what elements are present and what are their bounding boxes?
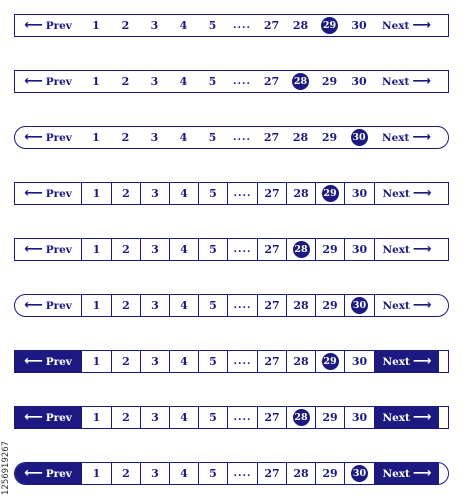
page-button-29[interactable]: 29: [315, 463, 344, 484]
prev-label: Prev: [45, 411, 72, 424]
pagination-bar: [14, 238, 449, 261]
page-button-28[interactable]: 28: [286, 295, 315, 316]
arrow-right-icon: ⟶: [412, 74, 432, 89]
page-button-2[interactable]: 2: [111, 463, 140, 484]
stock-id-watermark: 1256919267: [1, 440, 11, 495]
page-button-4[interactable]: 4: [169, 183, 198, 204]
page-button-27[interactable]: 27: [257, 463, 286, 484]
page-ellipsis: ....: [227, 239, 257, 260]
page-button-3[interactable]: 3: [150, 75, 159, 88]
arrow-right-icon: ⟶: [412, 298, 432, 313]
page-button-28[interactable]: 28: [292, 131, 309, 144]
page-button-30[interactable]: 30: [351, 75, 367, 88]
page-ellipsis: ....: [227, 463, 257, 484]
page-button-1[interactable]: 1: [81, 463, 111, 484]
next-button[interactable]: [374, 127, 439, 148]
page-button-4[interactable]: 4: [169, 351, 198, 372]
page-button-3[interactable]: 3: [150, 131, 159, 144]
current-page-indicator: 28: [292, 73, 309, 90]
page-button-1[interactable]: 1: [92, 19, 100, 32]
current-page-indicator: 29: [322, 353, 339, 370]
current-page-indicator: 28: [293, 409, 310, 426]
page-ellipsis: ....: [233, 132, 251, 143]
next-label: Next: [381, 19, 410, 32]
next-button[interactable]: [374, 351, 439, 372]
prev-label: Prev: [45, 243, 72, 256]
page-button-30[interactable]: 30: [351, 19, 367, 32]
next-label: Next: [382, 411, 410, 424]
page-button-29[interactable]: [315, 351, 344, 372]
page-button-5[interactable]: 5: [198, 463, 227, 484]
page-button-27[interactable]: 27: [257, 407, 286, 428]
page-button-1[interactable]: 1: [81, 239, 111, 260]
prev-button[interactable]: [15, 15, 81, 36]
page-button-29[interactable]: 29: [315, 407, 344, 428]
arrow-right-icon: ⟶: [412, 242, 432, 257]
page-button-4[interactable]: 4: [179, 75, 188, 88]
page-button-27[interactable]: 27: [257, 239, 286, 260]
arrow-left-icon: ⟵: [24, 74, 43, 89]
page-button-1[interactable]: 1: [81, 407, 111, 428]
page-button-27[interactable]: 27: [257, 183, 286, 204]
page-ellipsis: ....: [227, 295, 257, 316]
page-button-5[interactable]: 5: [198, 407, 227, 428]
page-button-30[interactable]: 30: [344, 239, 374, 260]
pagination-bar: [14, 294, 449, 317]
page-button-4[interactable]: 4: [169, 295, 198, 316]
arrow-left-icon: ⟵: [24, 466, 43, 481]
next-label: Next: [382, 243, 410, 256]
prev-button[interactable]: [15, 295, 81, 316]
arrow-left-icon: ⟵: [24, 298, 43, 313]
page-button-3[interactable]: 3: [150, 19, 159, 32]
arrow-left-icon: ⟵: [24, 410, 43, 425]
arrow-right-icon: ⟶: [412, 354, 432, 369]
page-button-2[interactable]: 2: [121, 131, 130, 144]
page-button-27[interactable]: 27: [257, 295, 286, 316]
page-button-1[interactable]: 1: [81, 295, 111, 316]
prev-label: Prev: [45, 131, 72, 144]
pagination-bar: [14, 126, 449, 149]
page-button-28[interactable]: [286, 239, 315, 260]
page-button-2[interactable]: 2: [111, 407, 140, 428]
page-button-3[interactable]: 3: [140, 407, 169, 428]
current-page-indicator: 30: [351, 129, 368, 146]
prev-button[interactable]: [15, 407, 81, 428]
next-label: Next: [381, 131, 410, 144]
page-button-1[interactable]: 1: [81, 351, 111, 372]
page-button-5[interactable]: 5: [208, 75, 217, 88]
page-button-3[interactable]: 3: [140, 295, 169, 316]
prev-button[interactable]: [15, 351, 81, 372]
pagination-bar: [14, 70, 449, 93]
page-button-1[interactable]: 1: [92, 75, 100, 88]
page-button-2[interactable]: 2: [111, 295, 140, 316]
page-button-2[interactable]: 2: [121, 19, 130, 32]
prev-button[interactable]: [15, 463, 81, 484]
arrow-right-icon: ⟶: [412, 130, 432, 145]
page-ellipsis: ....: [227, 407, 257, 428]
page-button-3[interactable]: 3: [140, 183, 169, 204]
page-button-5[interactable]: 5: [198, 351, 227, 372]
next-label: Next: [381, 75, 410, 88]
page-button-4[interactable]: 4: [169, 239, 198, 260]
prev-label: Prev: [45, 187, 72, 200]
page-button-1[interactable]: 1: [81, 183, 111, 204]
next-label: Next: [382, 467, 410, 480]
pagination-bar: [14, 406, 449, 429]
prev-label: Prev: [45, 19, 72, 32]
page-ellipsis: ....: [227, 183, 257, 204]
page-button-28[interactable]: 28: [292, 19, 309, 32]
page-button-30[interactable]: [344, 463, 374, 484]
page-button-5[interactable]: 5: [208, 131, 217, 144]
page-button-30[interactable]: 30: [344, 351, 374, 372]
page-button-29[interactable]: 29: [315, 295, 344, 316]
page-ellipsis: ....: [227, 351, 257, 372]
page-button-4[interactable]: 4: [169, 407, 198, 428]
page-button-2[interactable]: 2: [111, 351, 140, 372]
current-page-indicator: 29: [322, 185, 339, 202]
prev-label: Prev: [45, 467, 72, 480]
page-button-28[interactable]: 28: [286, 183, 315, 204]
page-button-29[interactable]: 29: [321, 131, 338, 144]
page-button-29[interactable]: 29: [321, 75, 338, 88]
page-button-4[interactable]: 4: [179, 131, 188, 144]
page-button-5[interactable]: 5: [198, 239, 227, 260]
page-button-30[interactable]: 30: [344, 183, 374, 204]
arrow-right-icon: ⟶: [412, 410, 432, 425]
current-page-indicator: 30: [351, 297, 368, 314]
next-button[interactable]: [374, 71, 439, 92]
page-button-4[interactable]: 4: [169, 463, 198, 484]
page-button-29[interactable]: [315, 15, 344, 36]
prev-button[interactable]: [15, 127, 81, 148]
page-button-2[interactable]: 2: [111, 239, 140, 260]
next-button[interactable]: [374, 295, 439, 316]
arrow-right-icon: ⟶: [412, 186, 432, 201]
pagination-bar: [14, 350, 449, 373]
arrow-left-icon: ⟵: [24, 186, 43, 201]
page-ellipsis: ....: [233, 20, 251, 31]
prev-button[interactable]: [15, 71, 81, 92]
prev-button[interactable]: [15, 183, 81, 204]
page-button-2[interactable]: 2: [111, 183, 140, 204]
page-button-3[interactable]: 3: [140, 351, 169, 372]
page-button-28[interactable]: [286, 407, 315, 428]
page-button-30[interactable]: [344, 295, 374, 316]
page-button-27[interactable]: 27: [263, 75, 280, 88]
page-button-5[interactable]: 5: [208, 19, 217, 32]
arrow-right-icon: ⟶: [412, 18, 432, 33]
arrow-left-icon: ⟵: [24, 130, 43, 145]
next-button[interactable]: [374, 407, 439, 428]
page-button-27[interactable]: 27: [263, 19, 280, 32]
page-button-5[interactable]: 5: [198, 295, 227, 316]
current-page-indicator: 28: [293, 241, 310, 258]
page-button-27[interactable]: 27: [263, 131, 280, 144]
pagination-bar: [14, 182, 449, 205]
arrow-left-icon: ⟵: [24, 242, 43, 257]
next-button[interactable]: [374, 183, 439, 204]
page-button-1[interactable]: 1: [92, 131, 100, 144]
prev-label: Prev: [45, 75, 72, 88]
page-button-29[interactable]: [315, 183, 344, 204]
next-label: Next: [382, 187, 410, 200]
page-button-28[interactable]: [286, 71, 315, 92]
page-button-29[interactable]: 29: [315, 239, 344, 260]
page-button-5[interactable]: 5: [198, 183, 227, 204]
current-page-indicator: 30: [351, 465, 368, 482]
arrow-left-icon: ⟵: [24, 354, 43, 369]
next-button[interactable]: [374, 15, 439, 36]
page-button-3[interactable]: 3: [140, 239, 169, 260]
prev-button[interactable]: [15, 239, 81, 260]
next-label: Next: [382, 355, 410, 368]
page-button-28[interactable]: 28: [286, 463, 315, 484]
prev-label: Prev: [45, 355, 72, 368]
page-button-28[interactable]: 28: [286, 351, 315, 372]
pagination-bar: [14, 14, 449, 37]
page-button-2[interactable]: 2: [121, 75, 130, 88]
page-button-30[interactable]: [344, 127, 374, 148]
page-button-3[interactable]: 3: [140, 463, 169, 484]
pagination-bar: [14, 462, 449, 485]
next-button[interactable]: [374, 463, 439, 484]
next-label: Next: [382, 299, 410, 312]
arrow-left-icon: ⟵: [24, 18, 43, 33]
current-page-indicator: 29: [321, 17, 338, 34]
next-button[interactable]: [374, 239, 439, 260]
page-button-4[interactable]: 4: [179, 19, 188, 32]
arrow-right-icon: ⟶: [412, 466, 432, 481]
page-ellipsis: ....: [233, 76, 251, 87]
prev-label: Prev: [45, 299, 72, 312]
page-button-30[interactable]: 30: [344, 407, 374, 428]
page-button-27[interactable]: 27: [257, 351, 286, 372]
